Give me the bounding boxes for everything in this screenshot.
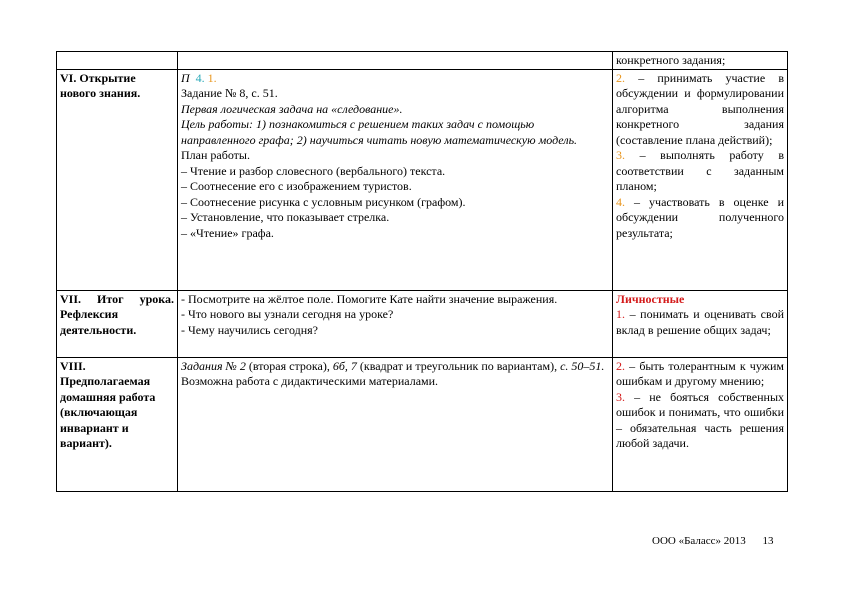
skill-text: – не бояться собственных ошибок и понимать, что ошибки – обязательная часть решения любой задачи. (616, 389, 785, 450)
skill-num: 3. (616, 389, 625, 404)
plan-item: – Установление, что показывает стрелка. (181, 210, 390, 224)
stage-cell (57, 52, 178, 70)
task-title: Первая логическая задача на «следование». (181, 101, 403, 116)
task-ref: Задание № 8, с. 51. (181, 86, 278, 100)
hw-italic: 6б, 7 (332, 358, 357, 373)
stage-cell: VII. Итог урока. Рефлексия деятельности. (57, 290, 178, 357)
skills-cell (613, 52, 788, 70)
p-label: П (181, 70, 190, 85)
plan-item: – «Чтение» графа. (181, 225, 274, 240)
summary-line: - Что нового вы узнали сегодня на уроке? (181, 307, 394, 321)
task-label (181, 71, 609, 87)
hw-plain: (вторая строка), (245, 358, 333, 373)
content-cell (178, 52, 613, 70)
skill-text: – быть толерантным к чужим ошибкам и другому мнению; (616, 358, 784, 388)
content-cell (178, 357, 613, 491)
skills-cell (613, 357, 788, 491)
summary-line: - Чему научились сегодня? (181, 322, 318, 337)
p-num-1: 4. (195, 70, 205, 85)
table-row (57, 357, 788, 491)
plan-title: План работы. (181, 148, 250, 162)
skills-cell (613, 69, 788, 290)
hw-italic: Задания № 2 (181, 358, 246, 373)
skills-tail: конкретного задания; (616, 53, 726, 67)
skill-text: – принимать участие в обсуждении и формулировании алгоритма выполнения конкретного задания (составление плана действий); (616, 70, 785, 147)
p-num-2: 1. (207, 70, 217, 85)
stage-cell: VIII. Предполагаемая домашняя работа (включающая инвариант и вариант). (57, 357, 178, 491)
stage-cell: VI. Открытие нового знания. (57, 69, 178, 290)
homework-extra: Возможна работа с дидактическими материалами. (181, 374, 439, 388)
table-row (57, 290, 788, 357)
plan-item: – Чтение и разбор словесного (вербального) текста. (181, 163, 446, 178)
page-number: 13 (762, 535, 774, 547)
page-footer (652, 535, 774, 547)
skill-num: 2. (616, 70, 625, 85)
skill-text: – выполнять работу в соответствии с заданным планом; (616, 148, 785, 193)
skill-text: – участвовать в оценке и обсуждении полученного результата; (616, 194, 785, 240)
content-cell (178, 69, 613, 290)
hw-italic: с. 50–51. (560, 358, 605, 373)
skill-text: – понимать и оценивать свой вклад в решение общих задач; (616, 307, 784, 337)
table-row (57, 69, 788, 290)
summary-line: - Посмотрите на жёлтое поле. Помогите Кате найти значение выражения. (181, 291, 558, 306)
skill-num: 2. (616, 358, 625, 373)
skill-num: 1. (616, 307, 625, 321)
lesson-plan-table (56, 51, 788, 492)
skill-num: 3. (616, 148, 625, 162)
task-goal: Цель работы: 1) познакомиться с решением таких задач с помощью направленного графа; 2) научиться читать новую математическую модель. (181, 117, 578, 147)
footer-publisher: ООО «Баласс» 2013 (652, 535, 746, 547)
skills-heading: Личностные (616, 291, 685, 306)
skill-num: 4. (616, 194, 625, 209)
plan-item: – Соотнесение его с изображением туристов. (181, 179, 412, 193)
content-cell (178, 290, 613, 357)
table-row (57, 52, 788, 70)
hw-plain: (квадрат и треугольник по вариантам), (356, 358, 561, 373)
plan-item: – Соотнесение рисунка с условным рисунком (графом). (181, 194, 466, 209)
homework-line (181, 359, 609, 375)
skills-cell (613, 290, 788, 357)
